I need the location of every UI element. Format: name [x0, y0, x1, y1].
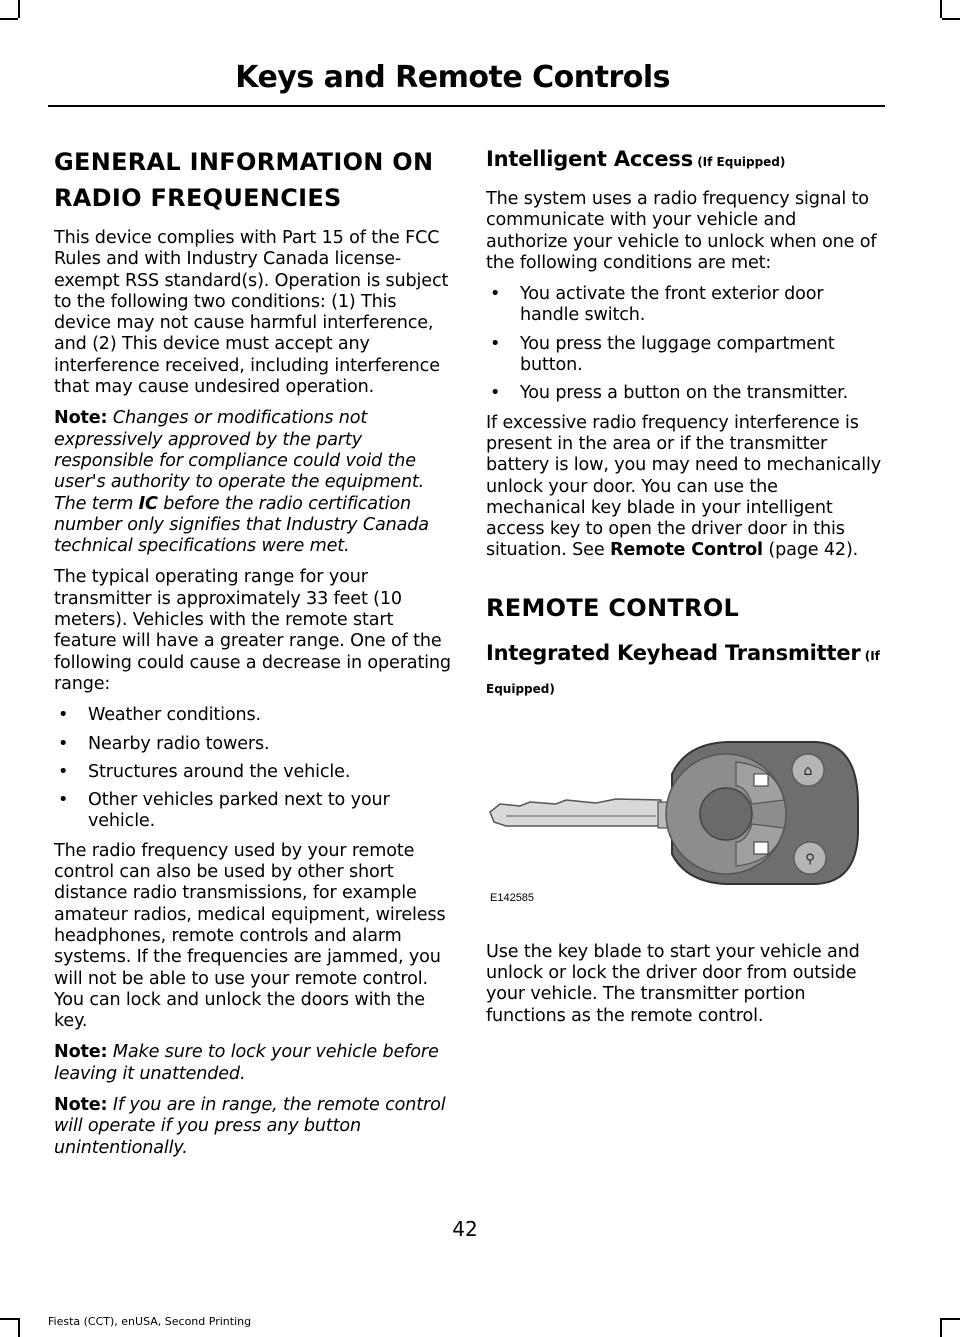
key-transmitter-illustration [486, 704, 882, 904]
heading-line-2: RADIO FREQUENCIES [54, 184, 342, 212]
key-transmitter-figure [486, 704, 882, 934]
subsection-heading: Intelligent Access (If Equipped) [486, 147, 786, 171]
figure-label: E142585 [490, 891, 535, 904]
list-item: • Nearby radio towers. [58, 733, 270, 754]
crop-mark [940, 0, 942, 18]
cross-reference-link[interactable]: Remote Control [609, 540, 763, 561]
note-label: Note: [54, 408, 108, 429]
paragraph: If excessive radio frequency interference is present in the area or if the transmitter battery is low, you may need to mechanically unlock your door. You can use the mechanical key blade in your intelligent access key to open the driver door in this situation. See Remote Control (page 42). [486, 412, 881, 561]
crop-mark [18, 1318, 20, 1337]
list-item: • Other vehicles parked next to your vehicle. [58, 790, 390, 832]
note-label: Note: [54, 1094, 108, 1115]
paragraph: The radio frequency used by your remote control can also be used by other short distance radio transmissions, for example amateur radios, medical equipment, wireless headphones, remote controls and alarm systems. If the frequencies are jammed, you will not be able to use your remote control. You can lock and unlock the doors with the key. [54, 840, 446, 1032]
bullet-list [486, 284, 882, 404]
list-item: • You activate the front exterior door handle switch. [490, 284, 824, 326]
note [54, 1042, 456, 1085]
bullet-list [54, 705, 456, 832]
subsection-heading: Integrated Keyhead Transmitter (If Equipped) [486, 640, 880, 696]
crop-mark [940, 1318, 942, 1337]
page-number: 42 [452, 1217, 478, 1241]
list-item: • You press the luggage compartment button. [490, 333, 835, 376]
crop-mark [942, 1318, 960, 1320]
section-heading: REMOTE CONTROL [486, 593, 740, 622]
note-term: IC [138, 493, 158, 514]
list-item: • You press a button on the transmitter. [490, 383, 849, 404]
list-item: • Weather conditions. [58, 705, 261, 726]
footer-text: Fiesta (CCT), enUSA, Second Printing [48, 1315, 252, 1328]
svg-text:⚲: ⚲ [805, 851, 815, 867]
heading-line-1: GENERAL INFORMATION ON [54, 148, 434, 176]
section-heading [54, 144, 456, 216]
paragraph: The system uses a radio frequency signal to communicate with your vehicle and authorize your vehicle to unlock when one of the following conditions are met: [486, 189, 877, 273]
paragraph: This device complies with Part 15 of the FCC Rules and with Industry Canada license-exempt RSS standard(s). Operation is subject to the following two conditions: (1) This device may not cause harmful interference, and (2) This device must accept any interference received, including interference that may cause undesired operation. [54, 228, 449, 398]
note-label: Note: [54, 1042, 108, 1063]
crop-mark [0, 18, 18, 20]
crop-mark [0, 1318, 18, 1320]
right-column [486, 144, 882, 1037]
crop-mark [942, 18, 960, 20]
left-column [54, 144, 456, 1169]
paragraph: The typical operating range for your transmitter is approximately 33 feet (10 meters). Vehicles with the remote start feature will have a greater range. One of the following could cause a decrease in operating range: [54, 567, 451, 694]
note-text: If you are in range, the remote control will operate if you press any button unintentionally. [54, 1094, 446, 1158]
crop-mark [18, 0, 20, 18]
note [54, 1095, 456, 1159]
note-text: Changes or modifications not expressively approved by the party responsible for compliance could void the user's authority to operate the equipment. The term [54, 408, 425, 514]
note [54, 408, 456, 557]
page-title: Keys and Remote Controls [235, 60, 670, 95]
paragraph: Use the key blade to start your vehicle and unlock or lock the driver door from outside your vehicle. The transmitter portion functions as the remote control. [486, 941, 860, 1026]
note-text: Make sure to lock your vehicle before leaving it unattended. [54, 1042, 439, 1084]
header-divider [48, 105, 885, 107]
list-item: • Structures around the vehicle. [58, 761, 351, 782]
svg-text:⌂: ⌂ [803, 762, 813, 779]
note-text: before the radio certification number only signifies that Industry Canada technical specifications were met. [54, 493, 429, 557]
